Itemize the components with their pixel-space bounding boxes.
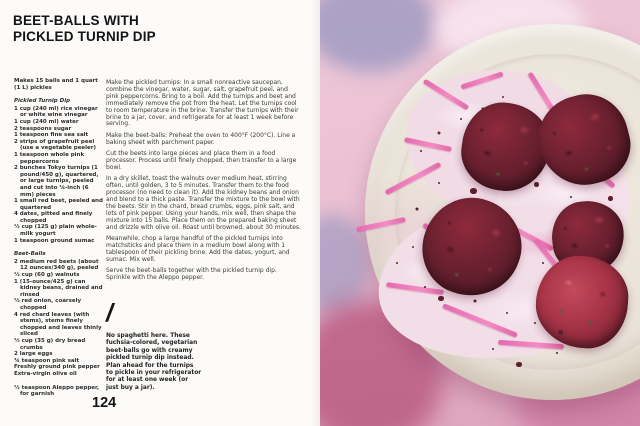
page-gutter (311, 0, 320, 426)
beet-ball-crumb (558, 330, 563, 335)
ingredient-item: 2 teaspoons sugar (14, 125, 72, 132)
ingredient-item: ⅓ cup (35 g) dry bread crumbs (14, 337, 86, 351)
ingredient-item: 1 teaspoon fine sea salt (14, 132, 89, 139)
ingredient-item: 1 teaspoon whole pink peppercorns (14, 151, 85, 165)
garnish-item: ½ teaspoon Aleppo pepper, for garnish (14, 384, 99, 398)
ingredient-item: Freshly ground pink pepper (14, 364, 100, 371)
ingredient-item: 2 medium red beets (about 12 ounces/340 g), peeled (14, 258, 99, 272)
instruction-paragraph: Serve the beet-balls together with the pickled turnip dip. Sprinkle with the Aleppo pepper. (106, 267, 277, 282)
ingredient-item: 2 bunches Tokyo turnips (1 pound/450 g), quartered, or large turnips, peeled and cut into ¼-inch (6 mm) pieces (14, 165, 99, 198)
ingredient-item: 1 small red beet, peeled and quartered (14, 198, 103, 211)
ingredient-item: 4 red chard leaves (with stems), stems finely chopped and leaves thinly sliced (14, 311, 102, 338)
ingredient-item: 1 (15-ounce/425 g) can kidney beans, drained and rinsed (14, 278, 103, 298)
ingredients-column (14, 78, 104, 398)
balls-ingredients-heading: Beet-Balls (14, 251, 46, 258)
background-lavender-patch (320, 0, 436, 72)
instruction-paragraph: Cut the beets into large pieces and place them in a food processor. Process until finely chopped, then transfer to a large bowl. (106, 150, 297, 171)
page-title-line2: PICKLED TURNIP DIP (13, 28, 156, 44)
ingredient-item: Extra-virgin olive oil (14, 370, 77, 377)
instruction-paragraph: Meanwhile, chop a large handful of the pickled turnips into matchsticks and place them in a medium bowl along with 1 tablespoon of their pickling brine. Add the dates, yogurt, and sumac. Mix well. (106, 235, 290, 263)
ingredient-item: 1 teaspoon ground sumac (14, 237, 95, 244)
beet-ball-crumb (516, 362, 522, 367)
beet-ball-crumb (534, 182, 539, 187)
page-title (13, 13, 303, 44)
recipe-yield: Makes 15 balls and 1 quart (1 L) pickles (14, 78, 98, 91)
instruction-paragraph: Make the beet-balls: Preheat the oven to 400°F (200°C). Line a baking sheet with parchment paper. (106, 131, 296, 146)
instruction-paragraph: In a dry skillet, toast the walnuts over medium heat, stirring often, until golden, 3 to 5 minutes. Transfer them to the food processor (no need to clean it). Add the kidney beans and onion and blend to a thick paste. Transfer the mixture to the bowl with the beets. Stir in the chard, bread crumbs, eggs, pink salt, and lots of pink pepper. Using your hands, mix well, then shape the mixture into 15 balls. Place them on the prepared baking sheet and drizzle with olive oil. Roast until browned, about 30 minutes. (106, 175, 301, 231)
ingredient-item: 2 strips of grapefruit peel (use a vegetable peeler) (14, 138, 97, 152)
recipe-photo (320, 0, 640, 426)
ingredient-item: 1 cup (240 ml) rice vinegar or white wine vinegar (14, 105, 98, 119)
ingredient-item: ½ red onion, coarsely chopped (14, 298, 82, 311)
ingredient-item: ½ cup (125 g) plain whole-milk yogurt (14, 224, 97, 238)
recipe-note: No spaghetti here. These fuchsia-colored, vegetarian beet-balls go with creamy pickled turnip dip instead. Plan ahead for the turnips to pickle in your refrigerator for at least one week (or just buy a jar). (106, 333, 202, 391)
instruction-paragraph: Make the pickled turnips: In a small nonreactive saucepan, combine the vinegar, water, sugar, salt, grapefruit peel, and pink peppercorns. Bring to a boil. Add the turnips and beet and immediately remove the pot from the heat. Let the turnips cool to room temperature in the brine. Transfer the turnips with their brine to a jar, cover, and refrigerate for at least 1 week before serving. (106, 79, 299, 128)
ingredient-item: ½ cup (60 g) walnuts (14, 272, 80, 279)
ingredient-item: 1 cup (240 ml) water (14, 118, 79, 125)
ingredient-item: ¾ teaspoon pink salt (14, 357, 80, 364)
ingredient-item: 2 large eggs (14, 351, 53, 358)
note-slash-mark: / (106, 299, 113, 327)
dip-ingredients-heading: Pickled Turnip Dip (14, 98, 71, 105)
ingredient-item: 4 dates, pitted and finely chopped (14, 211, 93, 224)
instructions-column (106, 80, 302, 287)
beet-ball-crumb (470, 188, 477, 194)
beet-ball-crumb (608, 196, 613, 201)
page-title-line1: BEET-BALLS WITH (13, 13, 139, 28)
beet-ball-crumb (438, 296, 444, 301)
sumac-specks (320, 0, 322, 2)
page-number: 124 (92, 395, 117, 411)
